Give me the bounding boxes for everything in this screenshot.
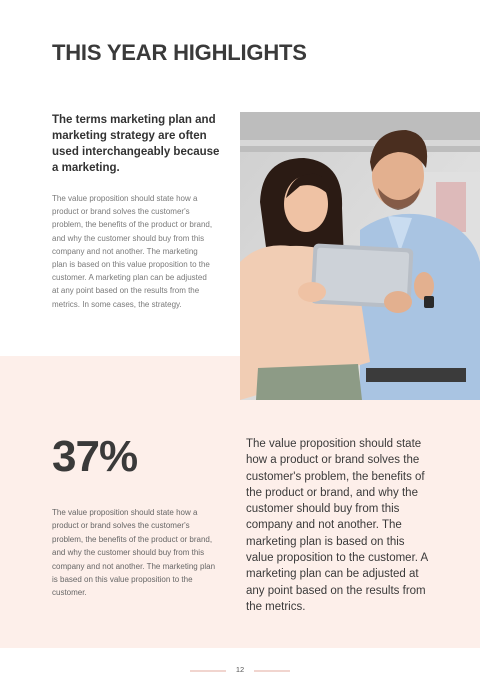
- highlight-stat: 37%: [52, 432, 138, 481]
- highlight-stat-body: The value proposition should state how a product or brand solves the customer's problem, the benefits of the product or brand, and why the customer should buy from this company and not another. The marketing plan is based on this value proposition to the customer.: [52, 508, 216, 598]
- page-number: 12: [235, 665, 245, 674]
- intro-body: The value proposition should state how a product or brand solves the customer's problem, the benefits of the product or brand, and why the customer should buy from this company and not another. The marketing plan is based on this value proposition to the customer. A marketing plan can be adjusted at any point based on the results from the metrics. In some cases, the strategy.: [52, 194, 213, 309]
- team-photo: [240, 112, 480, 400]
- team-photo-illustration: [240, 112, 480, 400]
- intro-lead: The terms marketing plan and marketing strategy are often used interchangeably because a marketing.: [52, 114, 220, 174]
- page-title: THIS YEAR HIGHLIGHTS: [52, 40, 307, 65]
- footer-divider-left: [190, 670, 226, 672]
- footer-divider-right: [254, 670, 290, 672]
- highlight-big-text: The value proposition should state how a product or brand solves the customer's problem, the benefits of the product or brand, and why the customer should buy from this company and not another. The marketing plan is based on this value proposition to the customer. A marketing plan can be adjusted at any point based on the results from the metrics.: [246, 438, 428, 613]
